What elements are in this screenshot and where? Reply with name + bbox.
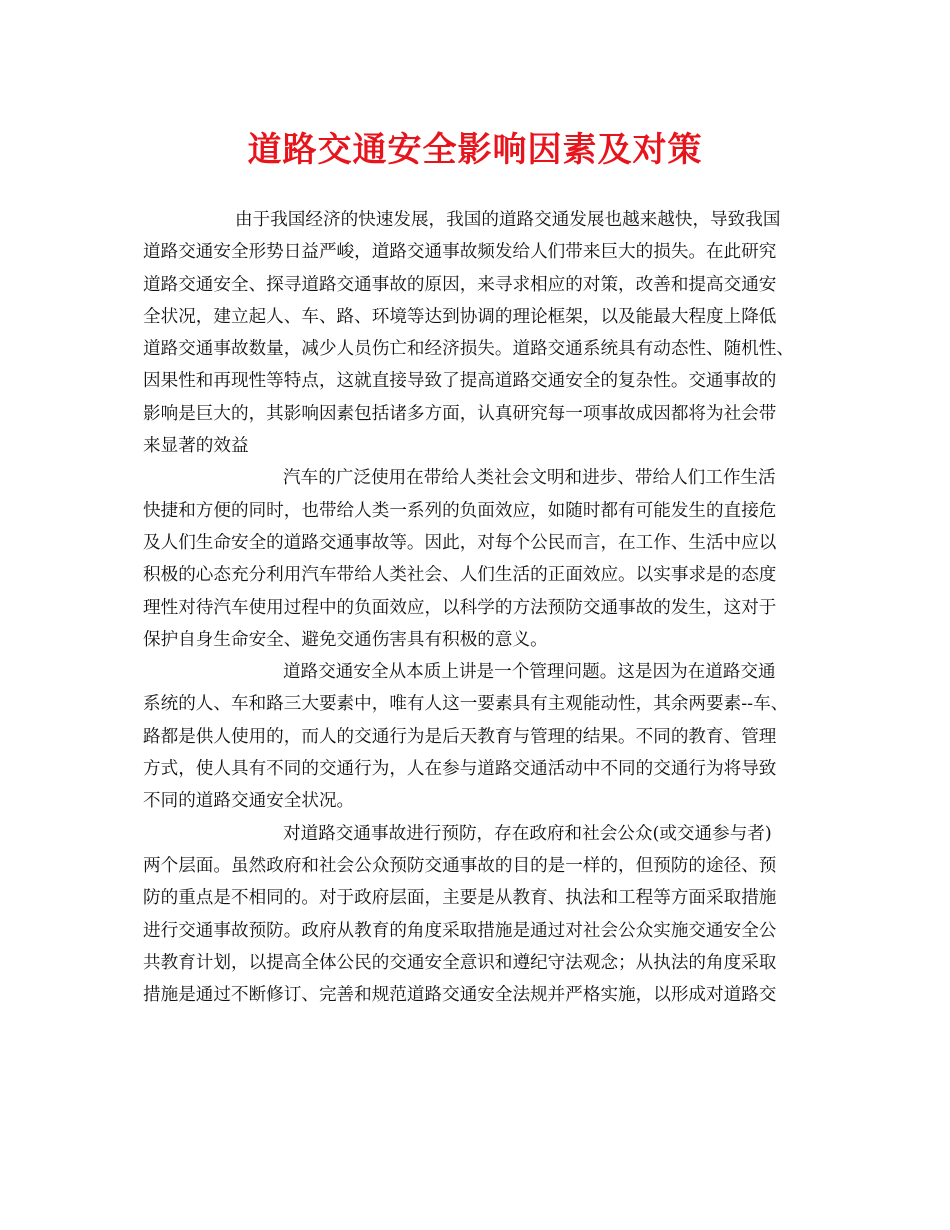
paragraph-line: 全状况，建立起人、车、路、环境等达到协调的理论框架，以及能最大程度上降低: [143, 306, 777, 327]
paragraph-line: 道路交通安全从本质上讲是一个管理问题。这是因为在道路交通: [283, 662, 776, 683]
paragraph-line: 保护自身生命安全、避免交通伤害具有积极的意义。: [143, 629, 548, 650]
paragraph-line: 两个层面。虽然政府和社会公众预防交通事故的目的是一样的，但预防的途径、预: [143, 855, 777, 876]
paragraph-line: 方式，使人具有不同的交通行为，人在参与道路交通活动中不同的交通行为将导致: [143, 759, 777, 780]
paragraph-line: 及人们生命安全的道路交通事故等。因此，对每个公民而言，在工作、生活中应以: [143, 532, 777, 553]
paragraph-line: 道路交通安全形势日益严峻，道路交通事故频发给人们带来巨大的损失。在此研究: [143, 242, 777, 263]
paragraph-line: 路都是供人使用的，而人的交通行为是后天教育与管理的结果。不同的教育、管理: [143, 726, 777, 747]
paragraph-line: 来显著的效益: [143, 436, 249, 457]
paragraph-line: 不同的道路交通安全状况。: [143, 791, 355, 812]
paragraph-line: 快捷和方便的同时，也带给人类一系列的负面效应，如随时都有可能发生的直接危: [143, 500, 777, 521]
paragraph-line: 措施是通过不断修订、完善和规范道路交通安全法规并严格实施，以形成对道路交: [143, 985, 777, 1006]
paragraph-line: 系统的人、车和路三大要素中，唯有人这一要素具有主观能动性，其余两要素--车、: [143, 694, 789, 715]
paragraph-line: 进行交通事故预防。政府从教育的角度采取措施是通过对社会公众实施交通安全公: [143, 920, 777, 941]
paragraph: [143, 204, 825, 462]
document-body: [143, 204, 825, 1011]
paragraph-line: 理性对待汽车使用过程中的负面效应，以科学的方法预防交通事故的发生，这对于: [143, 597, 777, 618]
paragraph-line: 因果性和再现性等特点，这就直接导致了提高道路交通安全的复杂性。交通事故的: [143, 371, 777, 392]
paragraph-line: 由于我国经济的快速发展，我国的道路交通发展也越来越快，导致我国: [235, 210, 781, 230]
paragraph-line: 共教育计划，以提高全体公民的交通安全意识和遵纪守法观念；从执法的角度采取: [143, 952, 777, 973]
paragraph: [143, 462, 825, 656]
paragraph: [143, 656, 825, 817]
page-title: 道路交通安全影响因素及对策: [247, 130, 703, 170]
paragraph-line: 防的重点是不相同的。对于政府层面，主要是从教育、执法和工程等方面采取措施: [143, 888, 777, 909]
paragraph-line: 影响是巨大的，其影响因素包括诸多方面，认真研究每一项事故成因都将为社会带: [143, 403, 777, 424]
paragraph-line: 道路交通安全、探寻道路交通事故的原因，来寻求相应的对策，改善和提高交通安: [143, 274, 777, 295]
paragraph: [143, 818, 825, 1012]
paragraph-line: 积极的心态充分利用汽车带给人类社会、人们生活的正面效应。以实事求是的态度: [143, 565, 777, 586]
paragraph-line: 道路交通事故数量，减少人员伤亡和经济损失。道路交通系统具有动态性、随机性、: [143, 339, 794, 360]
paragraph-line: 对道路交通事故进行预防，存在政府和社会公众(或交通参与者): [283, 823, 772, 844]
paragraph-line: 汽车的广泛使用在带给人类社会文明和进步、带给人们工作生活: [283, 468, 776, 489]
